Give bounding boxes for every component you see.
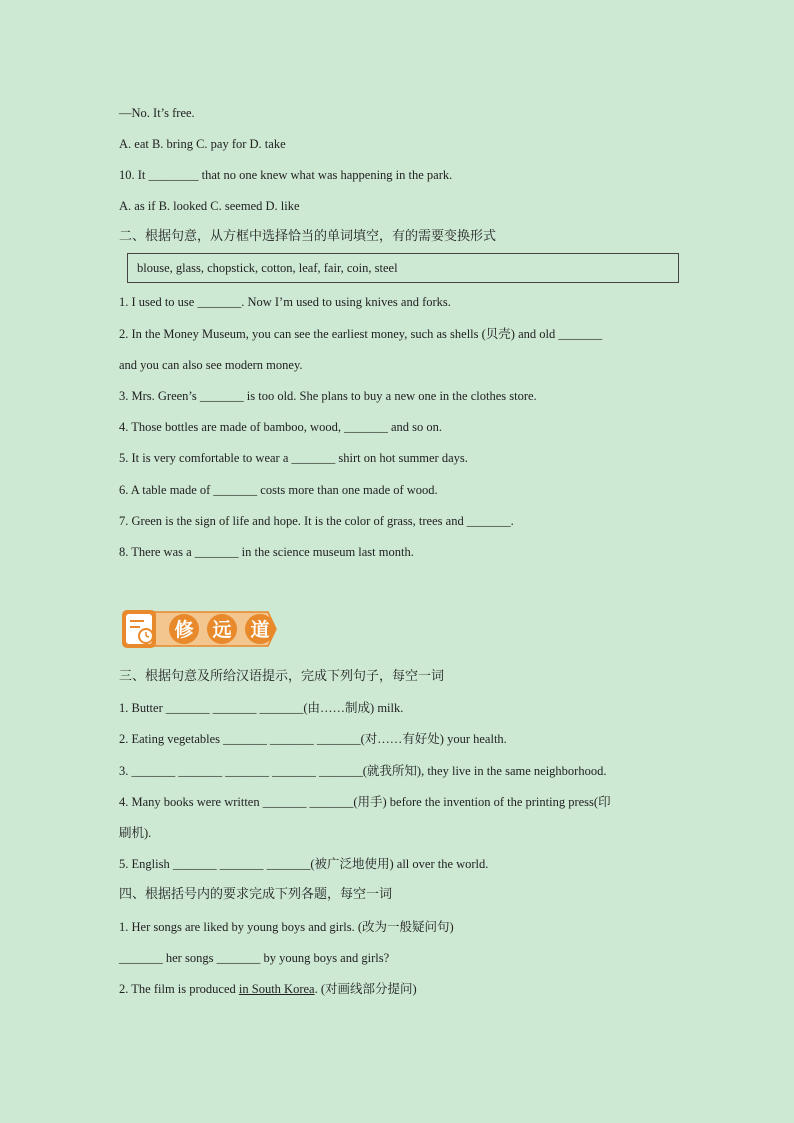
banner-char-1: 修 [174, 619, 194, 641]
line-s3-4a: 4. Many books were written _______ _______(用手) before the invention of the printing press(印 [119, 795, 611, 809]
line-s3-5: 5. English _______ _______ _______(被广泛地使用) all over the world. [119, 857, 489, 871]
line-s2-2b: and you can also see modern money. [119, 358, 303, 372]
line-s2-5: 5. It is very comfortable to wear a _______ shirt on hot summer days. [119, 451, 468, 465]
s4-2-suffix: . (对画线部分提问) [314, 982, 417, 996]
s4-2-prefix: 2. The film is produced [119, 982, 239, 996]
line-q9-answer: —No. It’s free. [119, 106, 195, 120]
line-q10: 10. It ________ that no one knew what was happening in the park. [119, 168, 453, 182]
line-s3-2: 2. Eating vegetables _______ _______ _______(对……有好处) your health. [119, 732, 507, 746]
line-q9-options: A. eat B. bring C. pay for D. take [119, 137, 286, 151]
line-s2-6: 6. A table made of _______ costs more than one made of wood. [119, 483, 438, 497]
section2-heading: 二、根据句意，从方框中选择恰当的单词填空，有的需要变换形式 [119, 229, 497, 244]
line-s2-2a: 2. In the Money Museum, you can see the earliest money, such as shells (贝壳) and old _______ [119, 327, 603, 341]
banner-char-3: 道 [250, 619, 270, 641]
clock-book-icon [122, 610, 156, 648]
line-s4-1: 1. Her songs are liked by young boys and girls. (改为一般疑问句) [119, 920, 454, 934]
section3-heading: 三、根据句意及所给汉语提示，完成下列句子，每空一词 [119, 669, 445, 684]
line-s3-4b: 刷机). [119, 826, 152, 840]
s4-question-2 [119, 981, 417, 997]
line-s2-8: 8. There was a _______ in the science museum last month. [119, 545, 414, 559]
line-s3-3: 3. _______ _______ _______ _______ _______(就我所知), they live in the same neighborhood. [119, 764, 607, 778]
word-bank-text: blouse, glass, chopstick, cotton, leaf, fair, coin, steel [137, 261, 398, 275]
line-q10-options: A. as if B. looked C. seemed D. like [119, 199, 300, 213]
s4-2-underlined: in South Korea [238, 982, 315, 996]
line-s2-1: 1. I used to use _______. Now I’m used to using knives and forks. [119, 295, 451, 309]
line-s4-1b: _______ her songs _______ by young boys and girls? [119, 951, 390, 965]
line-s2-3: 3. Mrs. Green’s _______ is too old. She plans to buy a new one in the clothes store. [119, 389, 537, 403]
section-banner [120, 606, 280, 652]
section4-heading: 四、根据括号内的要求完成下列各题，每空一词 [119, 887, 393, 902]
line-s2-7: 7. Green is the sign of life and hope. It is the color of grass, trees and _______. [119, 514, 514, 528]
line-s2-4: 4. Those bottles are made of bamboo, wood, _______ and so on. [119, 420, 442, 434]
line-s3-1: 1. Butter _______ _______ _______(由……制成) milk. [119, 701, 404, 715]
banner-char-2: 远 [212, 619, 232, 641]
word-bank-box [127, 253, 679, 283]
